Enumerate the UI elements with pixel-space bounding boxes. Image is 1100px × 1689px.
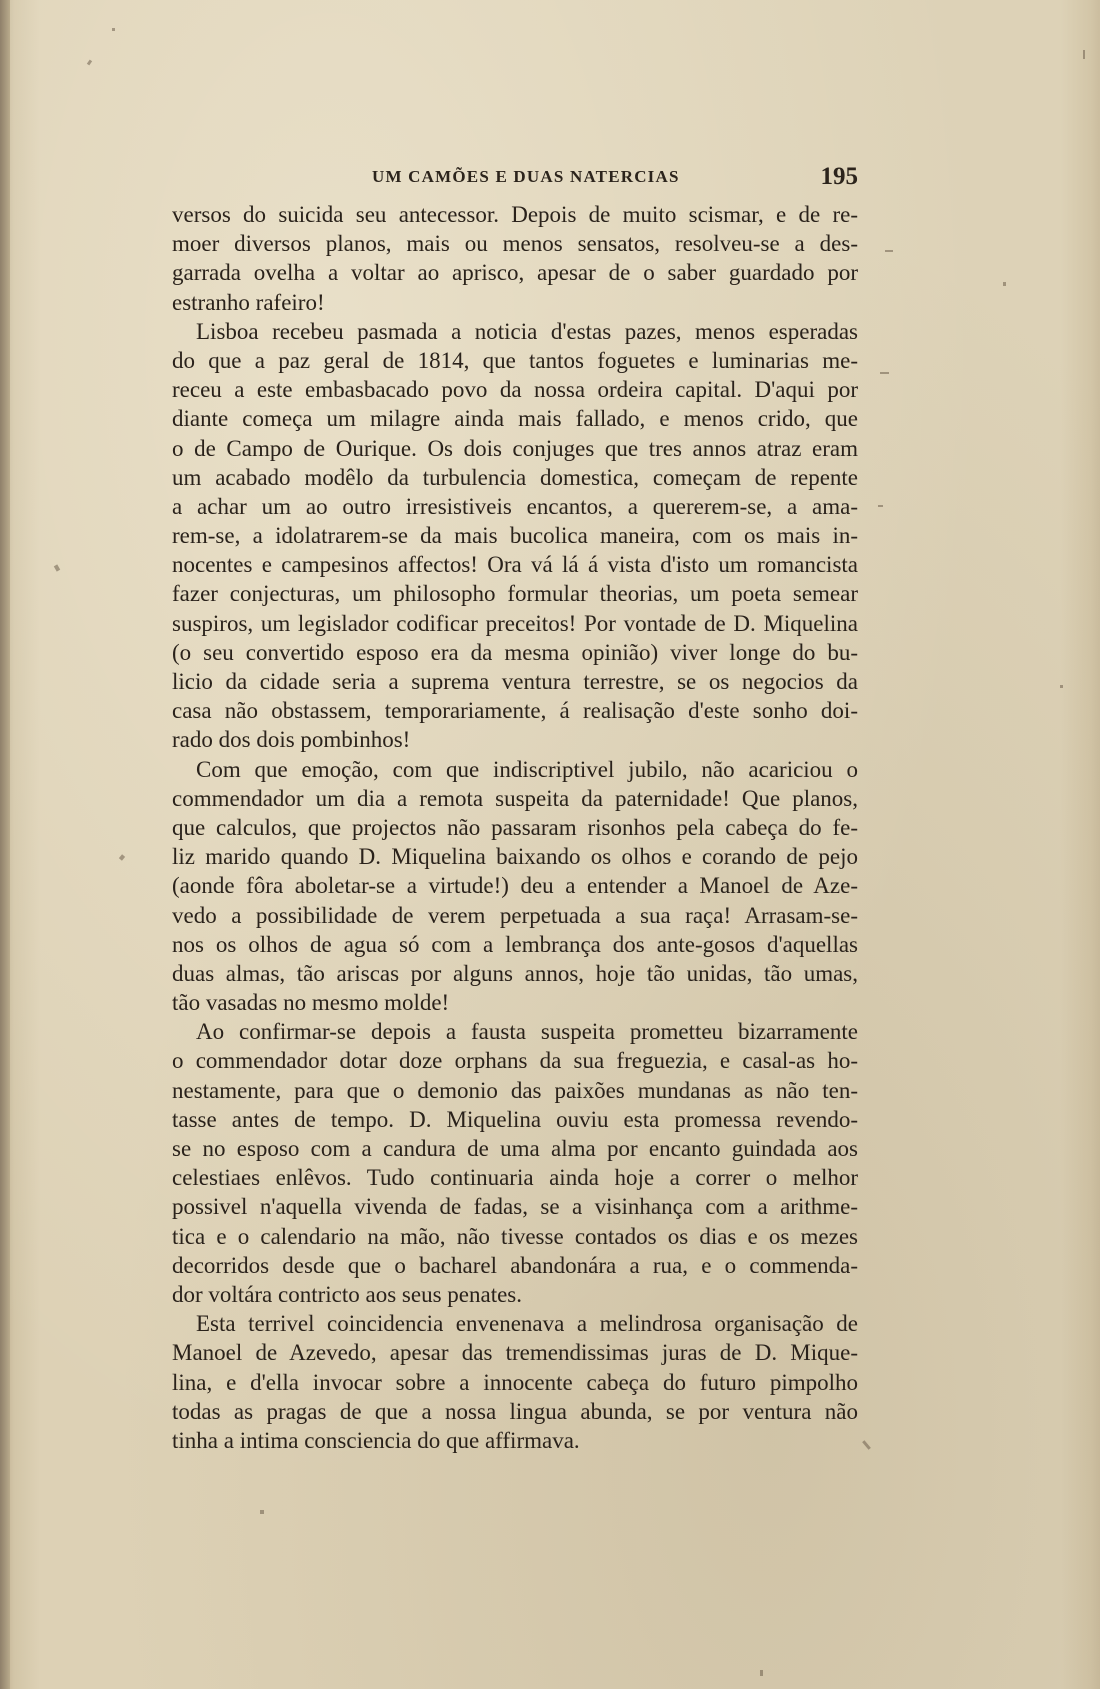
paper-speck <box>862 1440 871 1450</box>
text-line: licio da cidade seria a suprema ventura terrestre, se os negocios da <box>172 669 858 694</box>
body-text <box>172 200 858 1453</box>
paper-speck <box>880 372 889 374</box>
text-line: moer diversos planos, mais ou menos sensatos, resolveu-se a des- <box>172 231 858 257</box>
text-line: rem-se, a idolatrarem-se da mais bucolica maneira, com os mais in- <box>172 523 858 549</box>
paper-speck <box>1083 50 1085 59</box>
paragraph <box>172 200 858 317</box>
running-header <box>172 162 858 192</box>
text-line: liz marido quando D. Miquelina baixando os olhos e corando de pejo <box>172 844 858 870</box>
text-line: todas as pragas de que a nossa lingua abunda, se por ventura não <box>172 1398 858 1424</box>
paragraph <box>172 1309 858 1455</box>
text-line: Esta terrivel coincidencia envenenava a melindrosa organisação de <box>196 1311 858 1337</box>
text-line: nos os olhos de agua só com a lembrança dos ante-gosos d'aquellas <box>172 931 858 957</box>
text-line: tasse antes de tempo. D. Miquelina ouviu esta promessa revendo- <box>172 1106 858 1132</box>
text-line: suspiros, um legislador codificar preceitos! Por vontade de D. Miquelina <box>172 610 858 636</box>
text-line: estranho rafeiro! <box>172 289 325 315</box>
text-line: Com que emoção, com que indiscriptivel jubilo, não acariciou o <box>196 756 858 782</box>
text-line: dor voltára contricto aos seus penates. <box>172 1281 522 1307</box>
running-title: UM CAMÕES E DUAS NATERCIAS <box>372 167 680 186</box>
paragraph <box>172 1017 858 1309</box>
text-line: (o seu convertido esposo era da mesma opinião) viver longe do bu- <box>172 639 858 665</box>
text-line: tica e o calendario na mão, não tivesse contados os dias e os mezes <box>172 1223 858 1249</box>
paper-speck <box>760 1670 763 1676</box>
page-number: 195 <box>820 163 858 190</box>
text-line: que calculos, que projectos não passaram risonhos pela cabeça do fe- <box>172 814 858 840</box>
text-line: garrada ovelha a voltar ao aprisco, apesar de o saber guardado por <box>172 260 858 286</box>
text-line: o de Campo de Ourique. Os dois conjuges que tres annos atraz eram <box>172 435 858 461</box>
text-line: (aonde fôra aboletar-se a virtude!) deu a entender a Manoel de Aze- <box>172 873 858 899</box>
text-line: lina, e d'ella invocar sobre a innocente cabeça do futuro pimpolho <box>172 1369 858 1395</box>
text-line: do que a paz geral de 1814, que tantos foguetes e luminarias me- <box>172 347 858 373</box>
text-line: Lisboa recebeu pasmada a noticia d'estas pazes, menos esperadas <box>196 318 858 344</box>
paper-speck <box>54 564 60 571</box>
text-line: um acabado modêlo da turbulencia domestica, começam de repente <box>172 464 858 490</box>
text-line: se no esposo com a candura de uma alma por encanto guindada aos <box>172 1136 858 1161</box>
text-line: nocentes e campesinos affectos! Ora vá lá á vista d'isto um romancista <box>172 552 858 578</box>
text-line: diante começa um milagre ainda mais fallado, e menos crido, que <box>172 406 858 432</box>
text-line: possivel n'aquella vivenda de fadas, se a visinhança com a arithme- <box>172 1194 858 1220</box>
text-line: duas almas, tão ariscas por alguns annos, hoje tão unidas, tão umas, <box>172 960 858 986</box>
paper-speck <box>260 1510 264 1514</box>
text-line: tinha a intima consciencia do que affirmava. <box>172 1427 580 1453</box>
text-line: Ao confirmar-se depois a fausta suspeita prometteu bizarramente <box>196 1019 858 1045</box>
text-line: versos do suicida seu antecessor. Depois de muito scismar, e de re- <box>172 202 858 227</box>
text-line: rado dos dois pombinhos! <box>172 727 411 753</box>
text-line: Manoel de Azevedo, apesar das tremendissimas juras de D. Mique- <box>172 1340 858 1366</box>
paper-speck <box>119 854 125 860</box>
text-line: receu a este embasbacado povo da nossa ordeira capital. D'aqui por <box>172 377 858 403</box>
paper-speck <box>878 505 883 507</box>
paper-speck <box>112 28 115 31</box>
text-line: vedo a possibilidade de verem perpetuada a sua raça! Arrasam-se- <box>172 902 858 928</box>
text-line: tão vasadas no mesmo molde! <box>172 990 450 1016</box>
paper-speck <box>885 250 893 252</box>
paper-speck <box>87 60 92 66</box>
text-line: decorridos desde que o bacharel abandonára a rua, e o commenda- <box>172 1252 858 1278</box>
page-gutter-shadow <box>0 0 10 1689</box>
text-line: fazer conjecturas, um philosopho formular theorias, um poeta semear <box>172 581 858 607</box>
text-line: a achar um ao outro irresistiveis encantos, a quererem-se, a ama- <box>172 493 858 519</box>
text-line: commendador um dia a remota suspeita da paternidade! Que planos, <box>172 785 858 811</box>
text-line: nestamente, para que o demonio das paixões mundanas as não ten- <box>172 1077 858 1103</box>
text-line: o commendador dotar doze orphans da sua freguezia, e casal-as ho- <box>172 1048 858 1074</box>
paragraph <box>172 317 858 755</box>
paper-speck <box>1060 685 1063 688</box>
paragraph <box>172 755 858 1018</box>
text-line: celestiaes enlêvos. Tudo continuaria ainda hoje a correr o melhor <box>172 1165 858 1191</box>
paper-speck <box>1003 282 1006 286</box>
text-line: casa não obstassem, temporariamente, á realisação d'este sonho doi- <box>172 698 858 724</box>
